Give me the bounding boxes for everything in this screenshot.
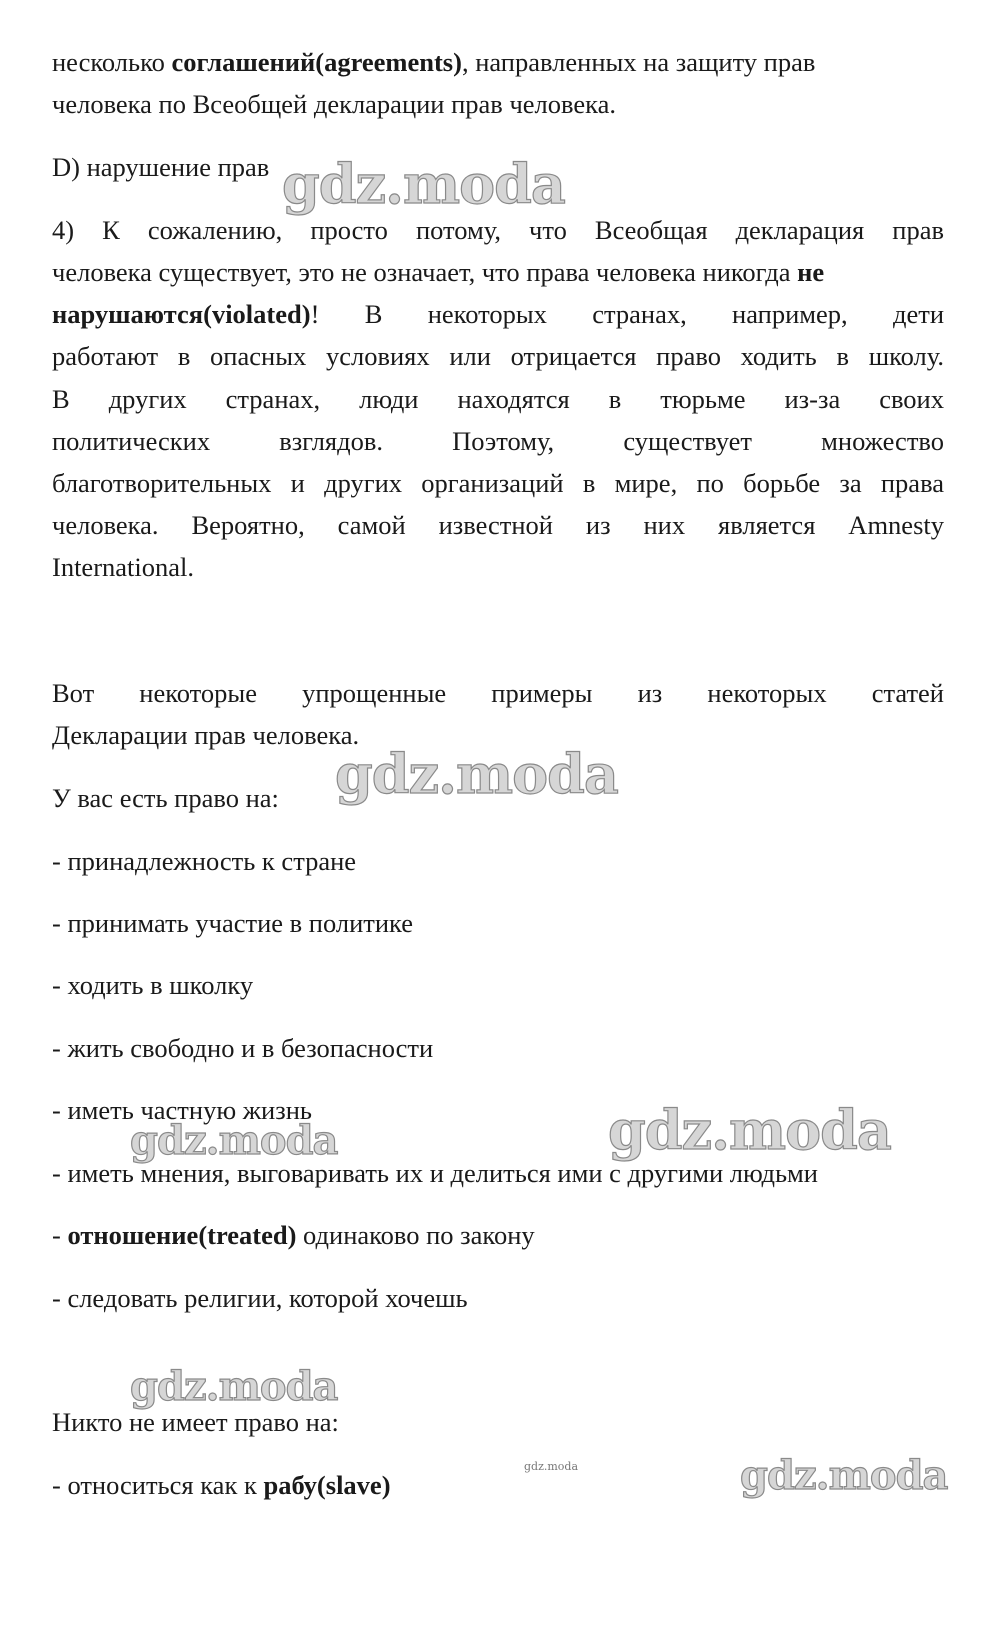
list-item: - жить свободно и в безопасности bbox=[52, 1033, 434, 1063]
watermark-logo: gdz.moda bbox=[608, 1098, 891, 1162]
watermark-logo: gdz.moda bbox=[335, 742, 618, 806]
text-line: человека существует, это не означает, что права человека никогда не bbox=[52, 257, 825, 287]
item-d: D) нарушение прав bbox=[52, 152, 270, 182]
term-treated: отношение(treated) bbox=[67, 1220, 297, 1250]
term-violated: нарушаются(violated) bbox=[52, 299, 311, 329]
text-line: International. bbox=[52, 552, 195, 582]
text-line: человека по Всеобщей декларации прав человека. bbox=[52, 89, 616, 119]
list-item: - иметь мнения, выговаривать их и делиться ими с другими людьми bbox=[52, 1158, 818, 1188]
text-line: нарушаются(violated)! В некоторых странах, например, дети bbox=[52, 299, 944, 329]
list-item: - ходить в школку bbox=[52, 970, 254, 1000]
text-line: работают в опасных условиях или отрицается право ходить в школу. bbox=[52, 341, 944, 371]
rights-heading: У вас есть право на: bbox=[52, 783, 279, 813]
text-line: В других странах, люди находятся в тюрьме из-за своих bbox=[52, 384, 944, 414]
watermark-logo: gdz.moda bbox=[282, 152, 565, 216]
list-item: - принимать участие в политике bbox=[52, 908, 413, 938]
text-line: 4) К сожалению, просто потому, что Всеобщая декларация прав bbox=[52, 215, 944, 245]
nobody-heading: Никто не имеет право на: bbox=[52, 1407, 339, 1437]
term-agreements: соглашений(agreements) bbox=[171, 47, 462, 77]
watermark-logo: gdz.moda bbox=[130, 1117, 338, 1164]
term-slave: рабу(slave) bbox=[263, 1470, 391, 1500]
list-item: - принадлежность к стране bbox=[52, 846, 357, 876]
text-line: Декларации прав человека. bbox=[52, 720, 360, 750]
watermark-logo: gdz.moda bbox=[740, 1452, 948, 1499]
list-item: - отношение(treated) одинаково по закону bbox=[52, 1220, 535, 1250]
list-item: - относиться как к рабу(slave) bbox=[52, 1470, 391, 1500]
text-line: человека. Вероятно, самой известной из них является Amnesty bbox=[52, 510, 944, 540]
text-line: Вот некоторые упрощенные примеры из некоторых статей bbox=[52, 678, 944, 708]
text-line: благотворительных и других организаций в мире, по борьбе за права bbox=[52, 468, 944, 498]
list-item: - следовать религии, которой хочешь bbox=[52, 1283, 468, 1313]
text-line: политических взглядов. Поэтому, существует множество bbox=[52, 426, 944, 456]
text-line: несколько соглашений(agreements), направленных на защиту прав bbox=[52, 47, 816, 77]
list-item: - иметь частную жизнь bbox=[52, 1095, 312, 1125]
watermark-logo: gdz.moda bbox=[130, 1363, 338, 1410]
watermark-small: gdz.moda bbox=[524, 1460, 579, 1473]
